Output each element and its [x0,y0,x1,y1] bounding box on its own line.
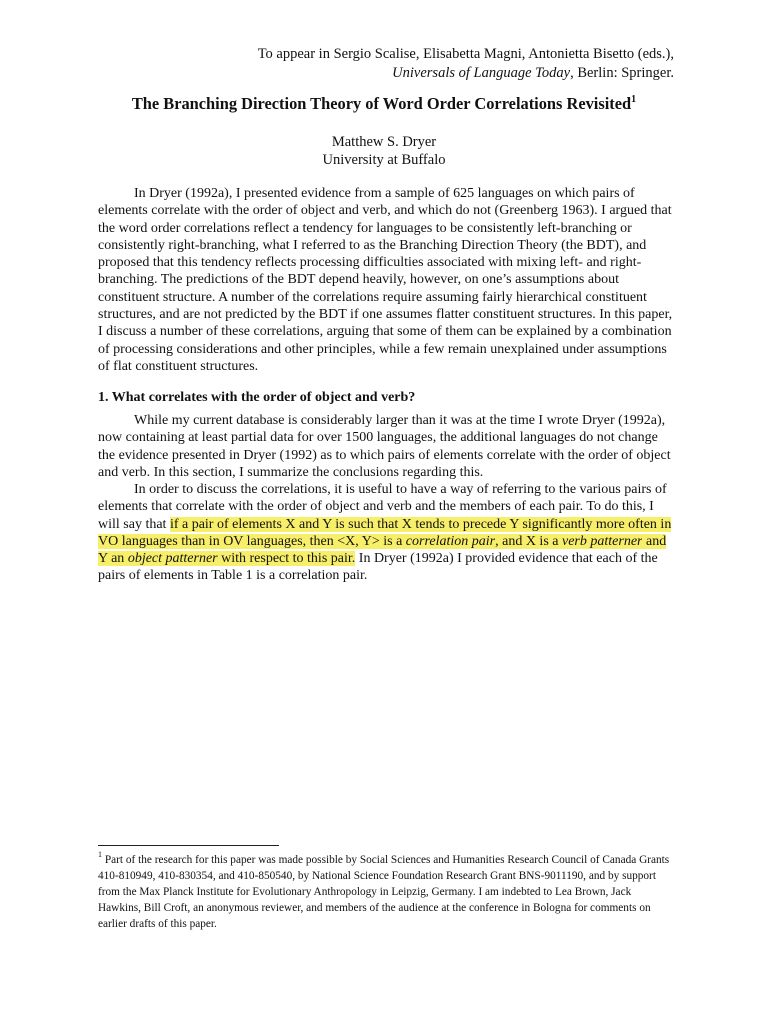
footnote [98,852,676,932]
paper-title-text: The Branching Direction Theory of Word Order Correlations Revisited [131,94,632,113]
title-footnote-mark: 1 [631,93,637,105]
author-affiliation: University at Buffalo [322,152,446,168]
publication-venue-tail: , Berlin: Springer. [570,65,674,81]
author-name: Matthew S. Dryer [331,134,437,150]
highlighted-text: , and X is a [495,533,562,549]
footnote-text: Part of the research for this paper was made possible by Social Sciences and Humanities Research Council of Canada Grants 410-810949, 410-830354, and 410-850540, by National Science Foundation Research Grant BNS-9011190, and by support from the Max Planck Institute for Evolutionary Anthropology in Leipzig, Germany. I am indebted to Lea Brown, Jack Hawkins, Bill Croft, an anonymous reviewer, and members of the audience at the conference in Bologna for comments on earlier drafts of this paper. [98,854,670,930]
highlighted-term-verb-patterner: verb patterner [562,533,643,549]
section-heading: 1. What correlates with the order of object and verb? [98,390,416,405]
publication-venue: Universals of Language Today [392,65,571,81]
author-block [0,133,768,169]
body-paragraph-highlighted [98,481,676,585]
abstract-paragraph: In Dryer (1992a), I presented evidence from a sample of 625 languages on which pairs of elements correlate with the order of object and verb, and which do not (Greenberg 1963). I argued that the word order correlations reflect a tendency for languages to be consistently left-branching or consistently right-branching, what I referred to as the Branching Direction Theory (the BDT), and proposed that this tendency reflects processing difficulties associated with mixing left- and right-branching. The predictions of the BDT depend heavily, however, on one’s assumptions about constituent structure. A number of the correlations require assuming fairly hierarchical constituent structures, and are not predicted by the BDT if one assumes flatter constituent structures. In this paper, I discuss a number of these correlations, arguing that some of them can be explained by a combination of processing considerations and other principles, while a few remain unexplained under assumptions of flat constituent structures. [98,186,673,374]
paragraph-tail: In Dryer (1992a) I provided evidence that each of the pairs of elements in Table 1 is a correlation pair. [98,551,658,584]
paragraph-lead: In order to discuss the correlations, it is useful to have a way of referring to the various pairs of elements that correlate with the order of object and verb and the members of each pair. To do this, I will say that [98,482,667,532]
publication-note [258,45,674,83]
highlighted-text: with respect to this pair. [217,551,356,567]
highlighted-term-correlation-pair: correlation pair [405,533,496,549]
publication-note-line: To appear in Sergio Scalise, Elisabetta Magni, Antonietta Bisetto (eds.), [257,46,674,62]
footnote-mark: 1 [98,850,102,860]
highlighted-text: and Y an [98,533,667,567]
footnote-divider [98,845,279,846]
highlighted-text: if a pair of elements X and Y is such that X tends to precede Y significantly more often in VO languages than in OV languages, then <X, Y> is a [98,516,672,549]
paper-title [0,94,768,114]
body-paragraph: While my current database is considerably larger than it was at the time I wrote Dryer (1992a), now containing at least partial data for over 1500 languages, the additional languages do not change the evidence presented in Dryer (1992) as to which pairs of elements correlate with the order of object and verb. In this section, I summarize the conclusions regarding this. [98,413,671,480]
publication-venue-line [258,64,674,83]
highlighted-term-object-patterner: object patterner [127,551,218,567]
